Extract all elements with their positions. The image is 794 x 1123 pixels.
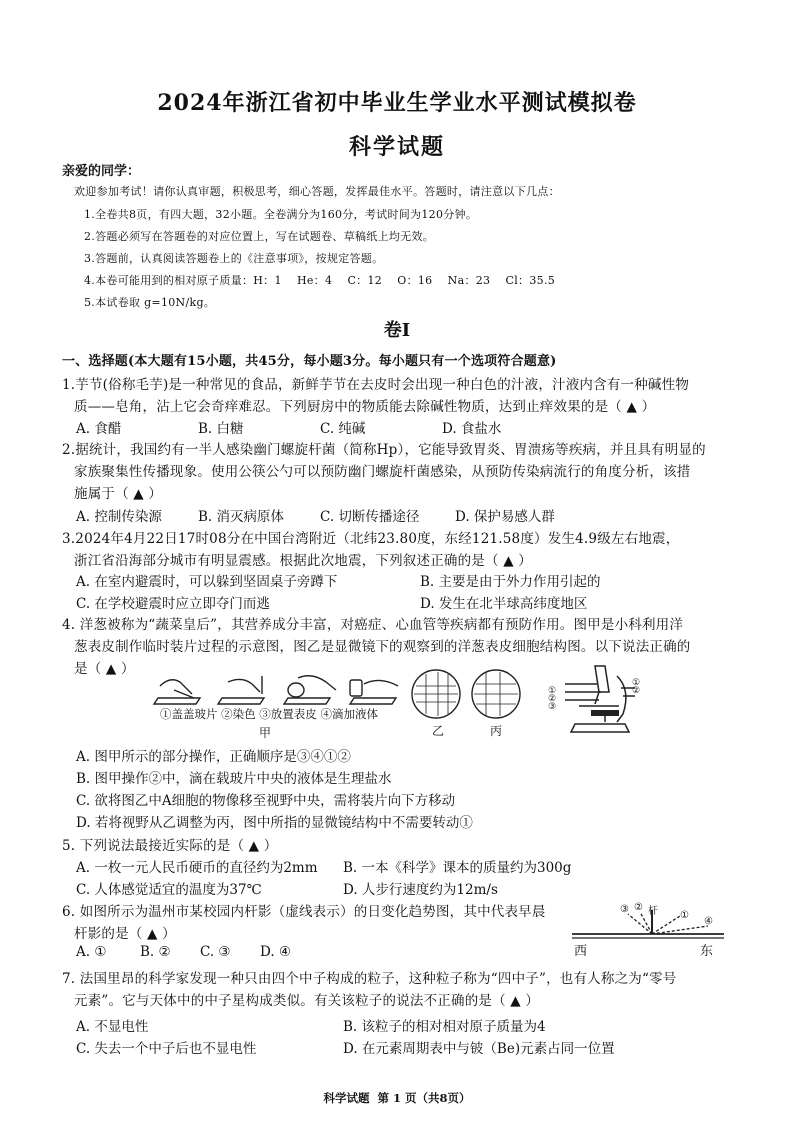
q5-option-d: D. 人步行速度约为12m/s: [343, 882, 498, 898]
q5-option-c: C. 人体感觉适宜的温度为37℃: [76, 882, 262, 898]
figure-jia-label: 甲: [259, 726, 272, 740]
q2-line: 施属于（ ▲ ）: [74, 486, 163, 502]
q5-option-a: A. 一枚一元人民币硬币的直径约为2mm: [76, 860, 318, 876]
scope-label-3: ③: [548, 702, 557, 712]
q3-option-c: C. 在学校避震时应立即夺门而逃: [76, 596, 270, 612]
microscope-figure: [565, 662, 641, 736]
figure-bing-label: 丙: [490, 724, 503, 738]
q3-line: 浙江省沿海部分城市有明显震感。根据此次地震，下列叙述正确的是（ ▲ ）: [74, 553, 532, 569]
q6-option-c: C. ③: [200, 944, 231, 960]
q2-line: 2.据统计，我国约有一半人感染幽门螺旋杆菌（简称Hp），它能导致胃炎、胃溃疡等疾病，并且具有明显的: [62, 442, 706, 458]
q4-line: 4. 洋葱被称为“蔬菜皇后”，其营养成分丰富，对癌症、心血管等疾病都有预防作用。图甲是小科利用洋: [62, 617, 684, 633]
q6-option-b: B. ②: [140, 944, 171, 960]
note-line: 3.答题前，认真阅读答题卷上的《注意事项》，按规定答题。: [84, 252, 384, 265]
rod-label-2: ②: [634, 902, 643, 913]
q3-option-d: D. 发生在北半球高纬度地区: [420, 596, 588, 612]
q7-line: 元素”。它与天体中的中子星构成类似。有关该粒子的说法不正确的是（ ▲ ）: [74, 993, 540, 1009]
q1-option-c: C. 纯碱: [320, 421, 366, 437]
rod-label-4: ④: [704, 916, 713, 927]
q4-option-c: C. 欲将图乙中A细胞的物像移至视野中央，需将装片向下方移动: [76, 793, 456, 809]
q7-line: 7. 法国里昂的科学家发现一种只由四个中子构成的粒子，这种粒子称为“四中子”，也有人称之为“零号: [62, 971, 677, 987]
q3-line: 3.2024年4月22日17时08分在中国台湾附近（北纬23.80度，东经121.58度）发生4.9级左右地震，: [62, 531, 680, 547]
q1-option-b: B. 白糖: [198, 421, 244, 437]
q4-option-a: A. 图甲所示的部分操作，正确顺序是③④①②: [76, 749, 351, 765]
rod-label-east: 东: [700, 944, 714, 959]
q6-option-d: D. ④: [260, 944, 292, 960]
scope-label-1: ①: [548, 686, 557, 696]
scope-label-1b: ①: [632, 678, 641, 688]
q7-option-b: B. 该粒子的相对相对原子质量为4: [343, 1019, 546, 1035]
figure-jia-steps: [150, 668, 410, 710]
volume-heading: 卷Ⅰ: [383, 320, 411, 341]
q1-line: 1.芋节(俗称毛芋)是一种常见的食品，新鲜芋节在去皮时会出现一种白色的汁液，汁液内含有一种碱性物: [62, 377, 690, 393]
q5-line: 5. 下列说法最接近实际的是（ ▲ ）: [62, 838, 278, 854]
q1-option-a: A. 食醋: [76, 421, 122, 437]
note-line: 1.全卷共8页，有四大题，32小题。全卷满分为160分，考试时间为120分钟。: [84, 208, 478, 221]
rod-label-west: 西: [574, 944, 588, 959]
q7-option-c: C. 失去一个中子后也不显电性: [76, 1041, 257, 1057]
q4-option-b: B. 图甲操作②中，滴在载玻片中央的液体是生理盐水: [76, 771, 392, 787]
figure-jia-steps-caption: ①盖盖玻片 ②染色 ③放置表皮 ④滴加液体: [160, 707, 378, 721]
note-line: 2.答题必须写在答题卷的对应位置上，写在试题卷、草稿纸上均无效。: [84, 230, 435, 243]
page-footer: 科学试题 第 1 页（共8页）: [323, 1091, 471, 1105]
q2-option-a: A. 控制传染源: [76, 509, 162, 525]
q4-line: 是（ ▲ ）: [74, 661, 135, 677]
q1-option-d: D. 食盐水: [442, 421, 502, 437]
q2-option-d: D. 保护易感人群: [455, 509, 555, 525]
figure-yi-bing-fields: [410, 668, 522, 720]
q6-line: 杆影的是（ ▲ ）: [74, 926, 176, 942]
q2-line: 家族聚集性传播现象。使用公筷公勺可以预防幽门螺旋杆菌感染，从预防传染病流行的角度分析，该措: [74, 464, 691, 480]
exam-subtitle: 科学试题: [348, 134, 445, 160]
rod-label-3: ③: [620, 904, 629, 915]
q4-option-d: D. 若将视野从乙调整为丙，图中所指的显微镜结构中不需要转动①: [76, 815, 473, 831]
q3-option-a: A. 在室内避震时，可以躲到坚固桌子旁蹲下: [76, 574, 338, 590]
q7-option-d: D. 在元素周期表中与铍（Be)元素占同一位置: [343, 1041, 615, 1057]
greeting: 亲爱的同学：: [62, 164, 141, 179]
figure-yi-label: 乙: [432, 724, 445, 738]
rod-label-1: ①: [680, 910, 689, 921]
q6-line: 6. 如图所示为温州市某校园内杆影（虚线表示）的日变化趋势图，其中代表早晨: [62, 904, 546, 920]
q1-line: 质——皂角，沾上它会奇痒难忍。下列厨房中的物质能去除碱性物质，达到止痒效果的是（ ▲ ）: [74, 399, 656, 415]
note-line: 5.本试卷取 g=10N/kg。: [84, 296, 216, 309]
note-line: 4.本卷可能用到的相对原子质量：H：1 He：4 C：12 O：16 Na：23 Cl：35.5: [84, 274, 556, 287]
q2-option-c: C. 切断传播途径: [320, 509, 420, 525]
q3-option-b: B. 主要是由于外力作用引起的: [420, 574, 601, 590]
q5-option-b: B. 一本《科学》课本的质量约为300g: [343, 860, 572, 876]
section-heading: 一、选择题(本大题有15小题，共45分，每小题3分。每小题只有一个选项符合题意): [62, 354, 557, 369]
scope-label-2b: ②: [632, 686, 641, 696]
rod-label-rod: 杆: [648, 906, 658, 917]
q6-option-a: A. ①: [76, 944, 107, 960]
q4-line: 葱表皮制作临时装片过程的示意图，图乙是显微镜下的观察到的洋葱表皮细胞结构图。以下说法正确的: [74, 639, 691, 655]
scope-label-2: ②: [548, 694, 557, 704]
q7-option-a: A. 不显电性: [76, 1019, 149, 1035]
note-line: 欢迎参加考试！请你认真审题，积极思考，细心答题，发挥最佳水平。答题时，请注意以下几点：: [74, 185, 560, 198]
exam-title: 2024年浙江省初中毕业生学业水平测试模拟卷: [157, 90, 637, 116]
q2-option-b: B. 消灭病原体: [198, 509, 285, 525]
